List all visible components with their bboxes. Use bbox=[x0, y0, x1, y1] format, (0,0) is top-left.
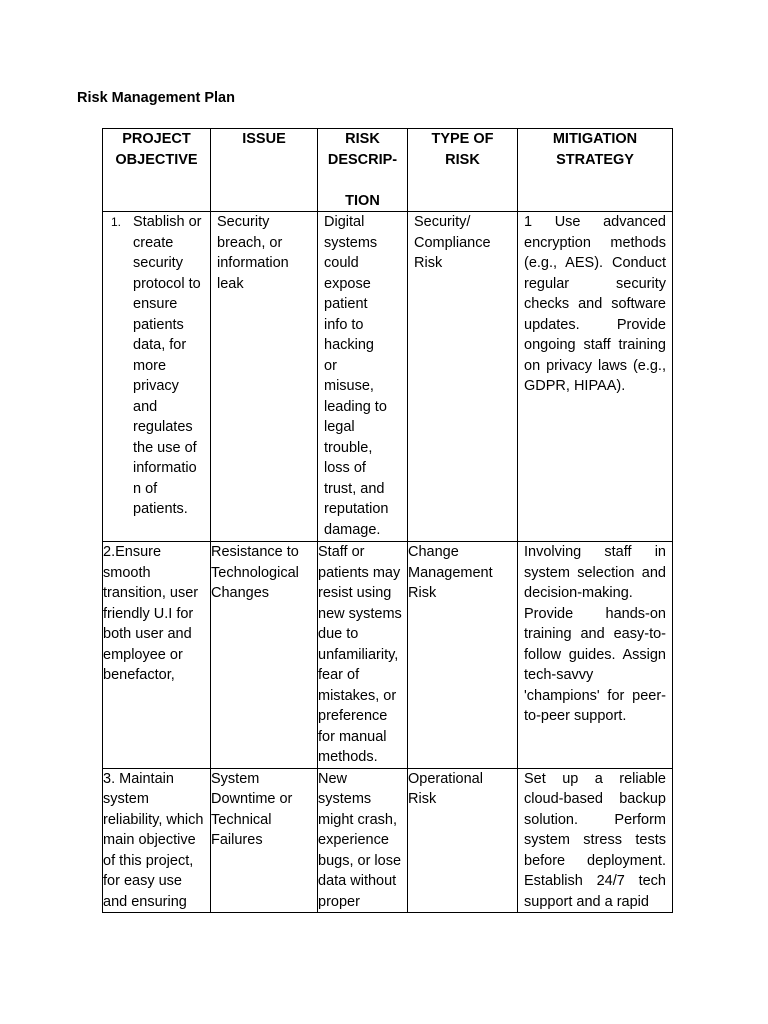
table-row bbox=[103, 212, 673, 542]
cell-type: Change Management Risk bbox=[408, 542, 518, 769]
cell-issue: System Downtime or Technical Failures bbox=[211, 768, 318, 913]
header-project-objective: PROJECT OBJECTIVE bbox=[103, 129, 211, 212]
header-risk-description: RISK DESCRIP- TION bbox=[318, 129, 408, 212]
cell-issue: Resistance to Technological Changes bbox=[211, 542, 318, 769]
table-header-row bbox=[103, 129, 673, 212]
risk-management-table bbox=[102, 128, 673, 913]
cell-description: Digital systems could expose patient info to hacking or misuse, leading to legal trouble, loss of trust, and reputation damage. bbox=[318, 212, 408, 542]
cell-mitigation: Involving staff in system selection and decision-making. Provide hands-on training and easy-to-follow guides. Assign tech-savvy 'champions' for peer-to-peer support. bbox=[518, 542, 673, 769]
cell-type: Operational Risk bbox=[408, 768, 518, 913]
cell-type: Security/ Compliance Risk bbox=[408, 212, 518, 542]
table-row bbox=[103, 768, 673, 913]
cell-mitigation: Set up a reliable cloud-based backup solution. Perform system stress tests before deployment. Establish 24/7 tech support and a rapid bbox=[518, 768, 673, 913]
cell-description: Staff or patients may resist using new systems due to unfamiliarity, fear of mistakes, or preference for manual methods. bbox=[318, 542, 408, 769]
cell-mitigation: 1 Use advanced encryption methods (e.g., AES). Conduct regular security checks and software updates. Provide ongoing staff training on privacy laws (e.g., GDPR, HIPAA). bbox=[518, 212, 673, 542]
document-title: Risk Management Plan bbox=[77, 90, 235, 106]
list-number: 1. bbox=[111, 215, 122, 229]
cell-objective: 2.Ensure smooth transition, user friendly U.I for both user and employee or benefactor, bbox=[103, 542, 211, 769]
cell-issue: Security breach, or information leak bbox=[211, 212, 318, 542]
objective-text: Stablish or create security protocol to ensure patients data, for more privacy and regulates the use of informatio n of patients. bbox=[133, 214, 202, 517]
header-mitigation-strategy: MITIGATION STRATEGY bbox=[518, 129, 673, 212]
cell-objective bbox=[103, 212, 211, 542]
header-issue: ISSUE bbox=[211, 129, 318, 212]
header-type-of-risk: TYPE OF RISK bbox=[408, 129, 518, 212]
cell-description: New systems might crash, experience bugs, or lose data without proper bbox=[318, 768, 408, 913]
cell-objective: 3. Maintain system reliability, which main objective of this project, for easy use and ensuring bbox=[103, 768, 211, 913]
table-row bbox=[103, 542, 673, 769]
